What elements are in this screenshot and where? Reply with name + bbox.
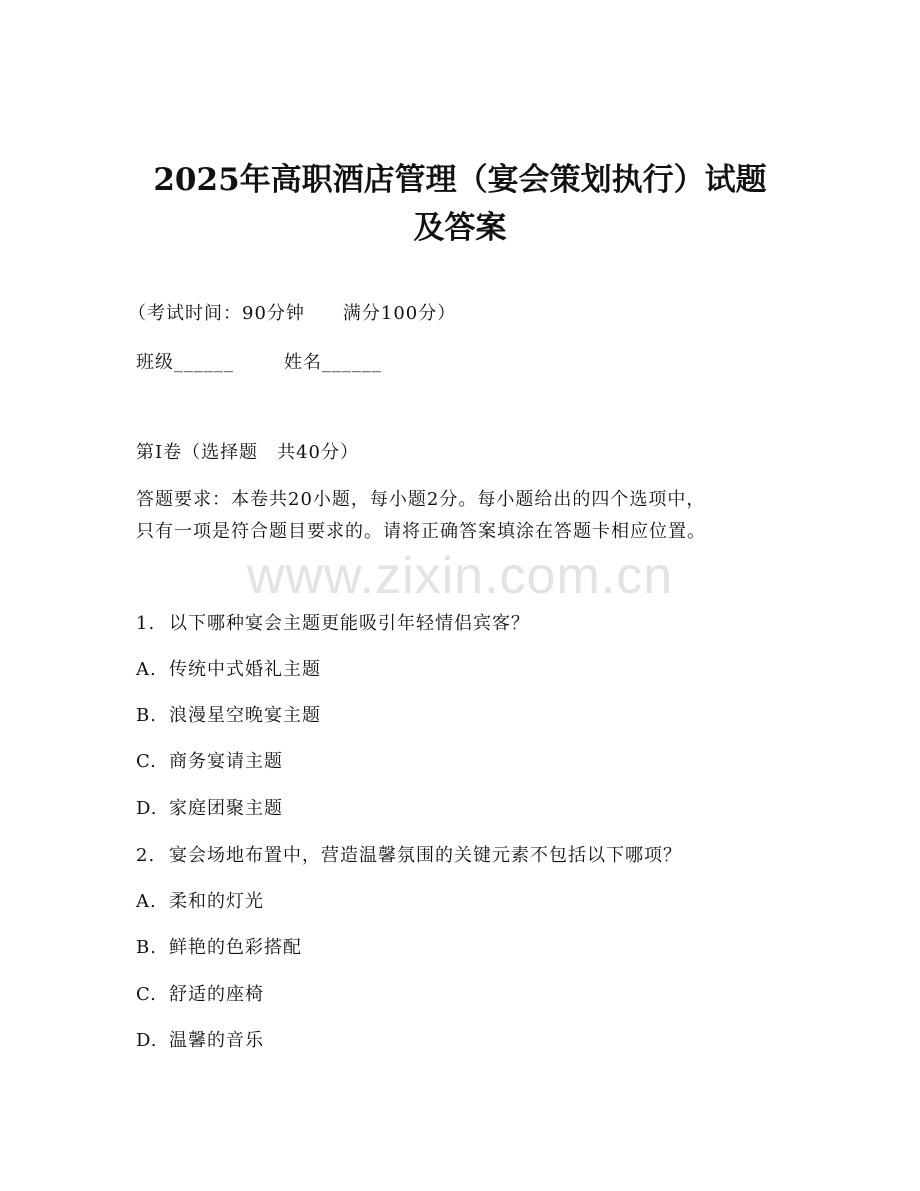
question-2-option-a xyxy=(136,889,264,915)
option-text: 舒适的座椅 xyxy=(169,984,264,1005)
option-label: A. xyxy=(136,659,157,680)
question-2-option-c xyxy=(136,982,264,1008)
name-field: 姓名______ xyxy=(284,352,382,373)
option-text: 柔和的灯光 xyxy=(169,891,264,912)
option-label: D. xyxy=(136,798,158,819)
exam-info: （考试时间：90分钟 满分100分） xyxy=(128,303,457,324)
student-info-row xyxy=(136,350,382,376)
option-text: 浪漫星空晚宴主题 xyxy=(169,705,321,726)
question-1-option-b xyxy=(136,703,321,729)
option-label: A. xyxy=(136,891,157,912)
requirement-line-1: 答题要求：本卷共20小题，每小题2分。每小题给出的四个选项中， xyxy=(136,489,706,510)
option-label: D. xyxy=(136,1030,158,1051)
option-text: 温馨的音乐 xyxy=(169,1030,264,1051)
question-2-option-d xyxy=(136,1028,264,1054)
document-title-line-1: 2025年高职酒店管理（宴会策划执行）试题 xyxy=(153,162,767,198)
section-title: 第I卷（选择题 共40分） xyxy=(136,442,360,463)
class-field: 班级______ xyxy=(136,352,234,373)
question-2-option-b xyxy=(136,935,302,961)
option-text: 商务宴请主题 xyxy=(169,751,283,772)
option-label: B. xyxy=(136,937,157,958)
question-text: 以下哪种宴会主题更能吸引年轻情侣宾客？ xyxy=(169,613,530,634)
question-1-option-c xyxy=(136,749,283,775)
option-text: 鲜艳的色彩搭配 xyxy=(169,937,302,958)
question-2 xyxy=(136,843,682,869)
question-1-option-d xyxy=(136,796,283,822)
option-text: 传统中式婚礼主题 xyxy=(169,659,321,680)
watermark: www.zixin.com.cn xyxy=(246,547,674,605)
option-label: C. xyxy=(136,984,157,1005)
document-title-line-2: 及答案 xyxy=(413,210,507,246)
question-text: 宴会场地布置中，营造温馨氛围的关键元素不包括以下哪项？ xyxy=(169,845,682,866)
option-label: B. xyxy=(136,705,157,726)
question-number: 1. xyxy=(136,613,156,634)
option-text: 家庭团聚主题 xyxy=(169,798,283,819)
option-label: C. xyxy=(136,751,157,772)
question-number: 2. xyxy=(136,845,156,866)
requirement-line-2: 只有一项是符合题目要求的。请将正确答案填涂在答题卡相应位置。 xyxy=(136,521,706,542)
question-1-option-a xyxy=(136,657,321,683)
question-1 xyxy=(136,611,530,637)
